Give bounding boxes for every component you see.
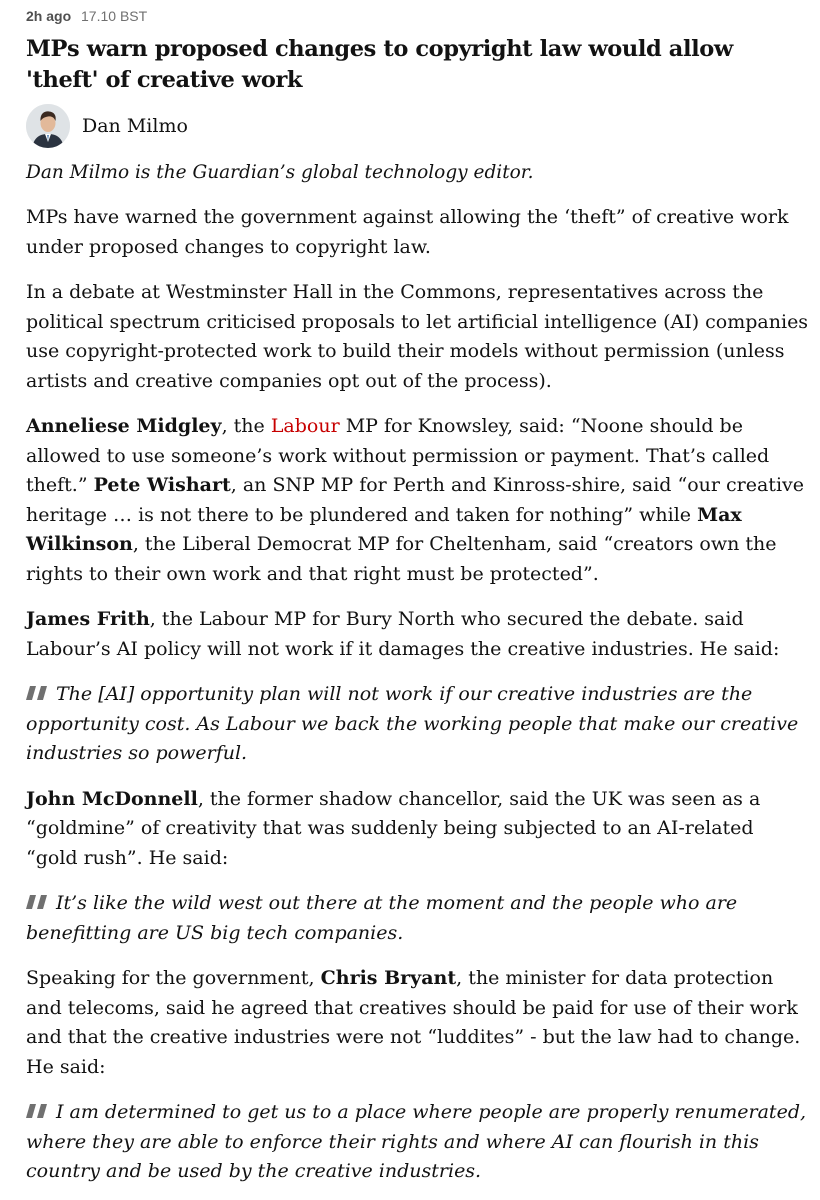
pull-quote [26, 889, 810, 948]
paragraph [26, 785, 810, 874]
paragraph-text: , the former shadow chancellor, said the UK was seen as a “goldmine” of creativity that was suddenly being subjected to an AI-related “gold rush”. He said: [26, 787, 761, 869]
paragraph [26, 412, 810, 589]
quote-icon [26, 894, 50, 910]
person-name: James Frith [26, 608, 150, 630]
paragraph-text: , an SNP MP for Perth and Kinross-shire, said “our creative heritage … is not there to be plundered and taken for nothing” while [26, 474, 804, 526]
paragraph-text: Speaking for the government, [26, 967, 321, 989]
paragraph-text: , the [221, 415, 271, 437]
paragraph-text: MP for Knowsley, said: “Noone should be allowed to use someone’s work without permission or payment. That’s called theft.” [26, 415, 770, 496]
person-name: Chris Bryant [320, 967, 457, 989]
entry-headline: MPs warn proposed changes to copyright law would allow 'theft' of creative work [26, 36, 733, 93]
person-name: Anneliese Midgley [26, 415, 222, 437]
person-name: John McDonnell [26, 787, 198, 810]
live-blog-entry [26, 0, 810, 1187]
paragraph: In a debate at Westminster Hall in the Commons, representatives across the political spectrum criticised proposals to let artificial intelligence (AI) companies use copyright-protected work to build their models without permission (unless artists and creative companies opt out of the process). [26, 281, 809, 392]
quote-text: The [AI] opportunity plan will not work if our creative industries are the opportunity cost. As Labour we back the working people that make our creative industries so powerful. [26, 683, 799, 764]
quote-text: I am determined to get us to a place where people are properly renumerated, where they are able to enforce their rights and where AI can flourish in this country and be used by the creative industries. [26, 1101, 807, 1182]
pull-quote [26, 680, 810, 769]
labour-link[interactable]: Labour [270, 415, 340, 437]
paragraph [26, 605, 810, 664]
timestamp-row [26, 8, 810, 28]
paragraph-text: , the minister for data protection and telecoms, said he agreed that creatives should be paid for use of their work and that the creative industries were not “luddites” - but the law had to change. He said: [26, 967, 801, 1078]
author-name[interactable]: Dan Milmo [82, 115, 188, 137]
quote-icon [26, 1103, 50, 1119]
relative-time: 2h ago [26, 8, 72, 24]
byline[interactable] [26, 102, 810, 150]
paragraph-text: , the Liberal Democrat MP for Cheltenham, said “creators own the rights to their own work and that right must be protected”. [26, 533, 777, 585]
absolute-time: 17.10 BST [81, 8, 148, 24]
author-bio: Dan Milmo is the Guardian’s global technology editor. [26, 162, 534, 183]
paragraph-text: , the Labour MP for Bury North who secured the debate. said Labour’s AI policy will not work if it damages the creative industries. He said: [26, 608, 780, 660]
person-name: Pete Wishart [93, 474, 231, 496]
quote-text: It’s like the wild west out there at the moment and the people who are benefitting are US big tech companies. [26, 892, 738, 944]
quote-icon [26, 685, 50, 701]
pull-quote [26, 1098, 810, 1187]
author-avatar[interactable] [26, 104, 70, 148]
paragraph: MPs have warned the government against allowing the ‘theft” of creative work under proposed changes to copyright law. [26, 206, 789, 258]
paragraph [26, 964, 810, 1082]
person-name: Max Wilkinson [26, 503, 742, 555]
